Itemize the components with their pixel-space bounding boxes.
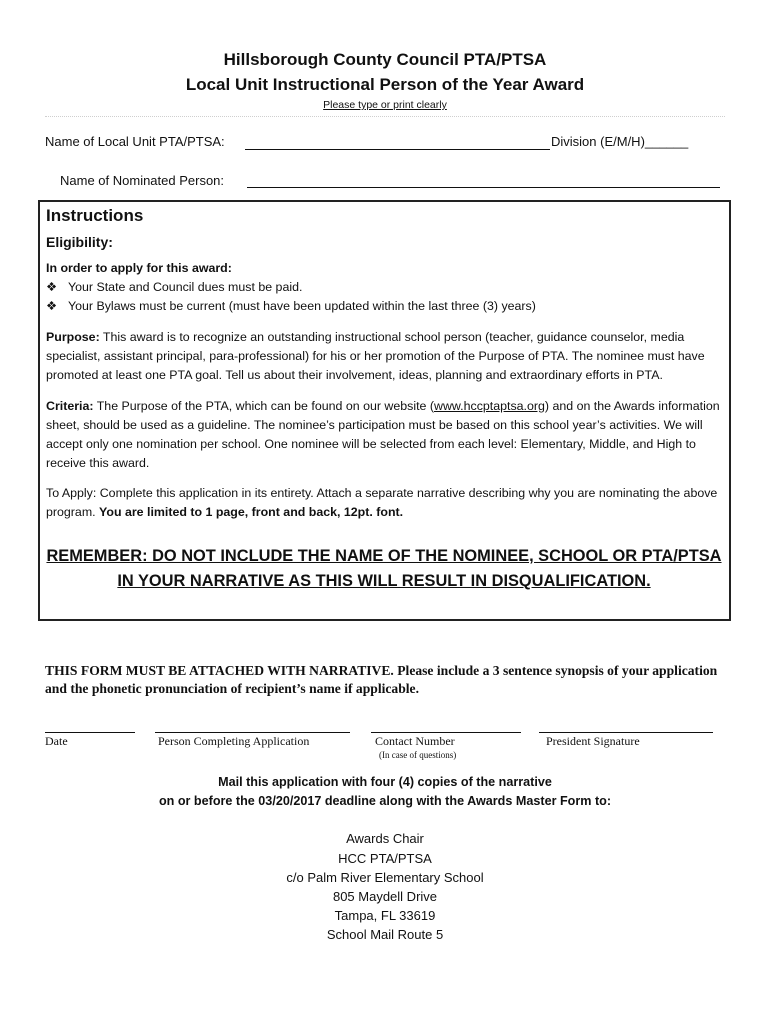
purpose-label: Purpose: [46, 330, 100, 344]
print-note: Please type or print clearly [323, 99, 447, 111]
instructions-box [38, 200, 731, 621]
mail-instruction-line1: Mail this application with four (4) copies of the narrative [218, 775, 552, 789]
requirements-heading: In order to apply for this award: [46, 261, 232, 275]
requirement-text: Your State and Council dues must be paid. [68, 280, 303, 294]
criteria-paragraph [46, 397, 722, 473]
criteria-label: Criteria: [46, 399, 94, 413]
form-title: Hillsborough County Council PTA/PTSA [223, 50, 547, 69]
purpose-paragraph [46, 328, 722, 385]
apply-text: To Apply: Complete this application in its entirety. Attach a separate narrative describing why you are nominating the above program. [46, 486, 718, 519]
attachment-note: THIS FORM MUST BE ATTACHED WITH NARRATIVE. Please include a 3 sentence synopsis of your application and the phonetic pronunciation of recipient’s name if applicable. [45, 663, 718, 696]
address-line: Awards Chair [346, 831, 424, 846]
nominee-field[interactable] [247, 187, 720, 188]
eligibility-heading: Eligibility: [46, 234, 113, 250]
requirement-text: Your Bylaws must be current (must have been updated within the last three (3) years) [68, 299, 536, 313]
apply-limit: You are limited to 1 page, front and back, 12pt. font. [99, 505, 404, 519]
disqualification-warning: REMEMBER: DO NOT INCLUDE THE NAME OF THE NOMINEE, SCHOOL OR PTA/PTSA IN YOUR NARRATIVE AS THIS WILL RESULT IN DISQUALIFICATION. [46, 547, 722, 590]
apply-paragraph [46, 484, 722, 522]
division-field[interactable]: Division (E/M/H)______ [551, 134, 689, 149]
diamond-bullet-icon: ❖ [46, 299, 58, 313]
contact-number-note: (In case of questions) [379, 750, 457, 760]
instructions-heading: Instructions [46, 206, 144, 225]
header-divider [45, 116, 725, 117]
contact-number-line[interactable] [371, 732, 521, 733]
address-line: Tampa, FL 33619 [334, 908, 436, 923]
contact-number-label: Contact Number [375, 734, 455, 748]
requirement-item [46, 297, 722, 316]
diamond-bullet-icon: ❖ [46, 280, 58, 294]
president-signature-line[interactable] [539, 732, 713, 733]
form-subtitle: Local Unit Instructional Person of the Year Award [185, 75, 585, 94]
mail-instruction-line2: on or before the 03/20/2017 deadline along with the Awards Master Form to: [158, 794, 612, 808]
website-link[interactable]: www.hccptaptsa.org [434, 399, 545, 413]
date-line[interactable] [45, 732, 135, 733]
address-line: c/o Palm River Elementary School [286, 870, 484, 885]
criteria-text: The Purpose of the PTA, which can be found on our website ( [93, 399, 434, 413]
president-signature-label: President Signature [546, 734, 640, 748]
address-line: HCC PTA/PTSA [338, 851, 432, 866]
purpose-text: This award is to recognize an outstanding instructional school person (teacher, guidance counselor, media specialist, assistant principal, para-professional) for his or her promotion of the Purpose of PTA. The nominee must have promoted at least one PTA goal. Tell us about their involvement, ideas, planning and extraordinary efforts in PTA. [46, 330, 705, 382]
nominee-label: Name of Nominated Person: [60, 173, 225, 188]
address-line: School Mail Route 5 [326, 927, 444, 942]
criteria-text-cont: ) and on the Awards information sheet, should be used as a guideline. The nominee’s participation must be based on this school year’s activities. We will accept only one nomination per school. One nominee will be selected from each level: Elementary, Middle, and High to receive this award. [46, 399, 720, 470]
person-completing-label: Person Completing Application [158, 734, 310, 748]
local-unit-field[interactable] [245, 149, 550, 150]
requirement-item [46, 278, 722, 297]
local-unit-label: Name of Local Unit PTA/PTSA: [45, 134, 225, 149]
date-label: Date [45, 734, 68, 748]
address-line: 805 Maydell Drive [332, 889, 438, 904]
person-completing-line[interactable] [155, 732, 350, 733]
